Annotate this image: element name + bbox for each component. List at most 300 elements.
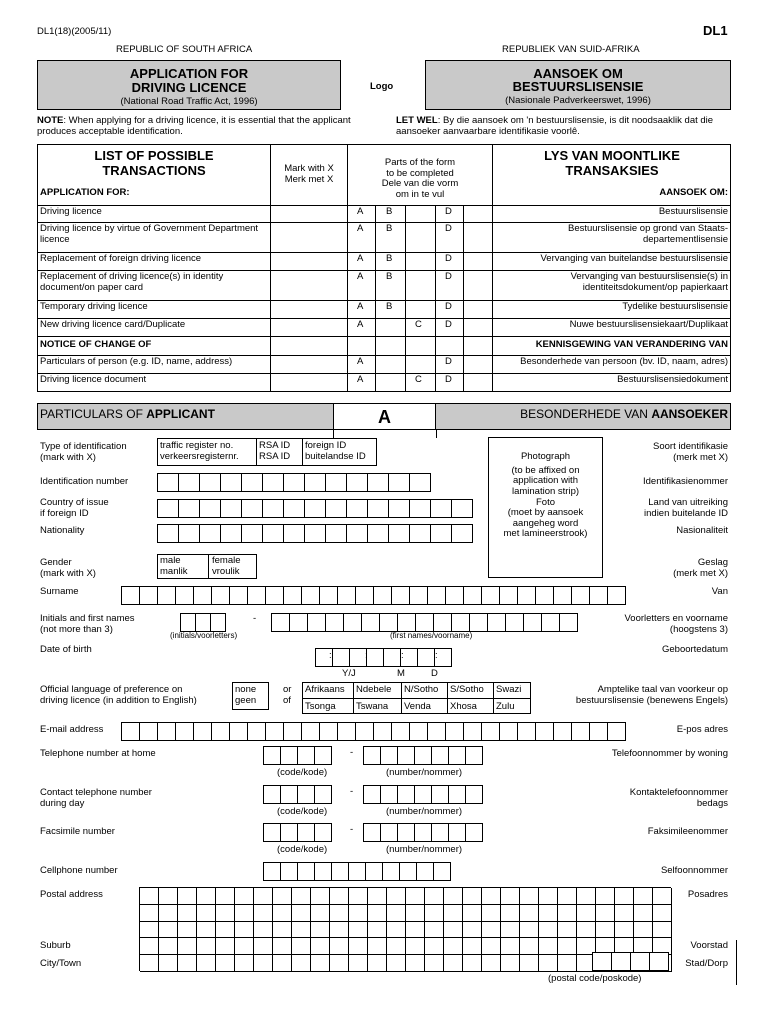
char-box[interactable] [387,922,406,939]
id-option-rsa-id[interactable]: RSA ID RSA ID [259,440,291,462]
char-box[interactable] [481,722,500,741]
gender-female[interactable]: female vroulik [212,555,241,577]
char-box[interactable] [319,586,338,605]
char-box[interactable] [615,922,634,939]
char-box[interactable] [292,938,311,955]
char-box[interactable] [292,922,311,939]
char-box[interactable] [346,524,368,543]
char-box[interactable] [262,473,284,492]
char-box[interactable] [463,905,482,922]
char-box[interactable] [463,922,482,939]
char-box[interactable] [463,722,482,741]
char-box[interactable] [368,888,387,905]
char-box[interactable] [615,905,634,922]
char-box[interactable] [292,905,311,922]
char-box[interactable] [343,613,362,632]
char-box[interactable] [431,746,449,765]
char-box[interactable] [577,905,596,922]
char-box[interactable] [159,938,178,955]
char-box[interactable] [409,524,431,543]
char-box[interactable] [175,586,194,605]
char-box[interactable] [535,586,554,605]
char-box[interactable] [523,613,542,632]
char-box[interactable] [387,955,406,972]
char-box[interactable] [241,473,263,492]
mark-with-x-cell[interactable] [272,206,346,222]
char-box[interactable] [283,722,302,741]
char-box[interactable] [448,746,466,765]
char-box[interactable] [331,862,349,881]
char-box[interactable] [220,499,242,518]
char-box[interactable] [235,905,254,922]
char-box[interactable] [409,586,428,605]
char-box[interactable] [235,922,254,939]
language-option[interactable]: Venda [404,701,431,712]
char-box[interactable] [425,905,444,922]
char-box[interactable] [140,955,159,972]
char-box[interactable] [463,955,482,972]
char-box[interactable] [216,955,235,972]
char-box[interactable] [463,938,482,955]
char-box[interactable] [387,905,406,922]
char-box[interactable] [444,955,463,972]
char-box[interactable] [427,722,446,741]
char-box[interactable] [444,938,463,955]
nationality-input[interactable] [157,524,472,543]
char-box[interactable] [330,938,349,955]
tel-day-number-input[interactable] [363,785,482,804]
char-box[interactable] [139,586,158,605]
char-box[interactable] [615,888,634,905]
char-box[interactable] [501,938,520,955]
char-box[interactable] [157,499,179,518]
char-box[interactable] [558,888,577,905]
char-box[interactable] [596,888,615,905]
char-box[interactable] [311,922,330,939]
char-box[interactable] [178,499,200,518]
char-box[interactable] [337,586,356,605]
char-box[interactable] [220,524,242,543]
char-box[interactable] [280,862,298,881]
char-box[interactable] [283,473,305,492]
char-box[interactable] [553,586,572,605]
char-box[interactable] [430,499,452,518]
char-box[interactable] [195,613,211,632]
char-box[interactable] [193,586,212,605]
char-box[interactable] [216,922,235,939]
char-box[interactable] [349,938,368,955]
char-box[interactable] [391,722,410,741]
char-box[interactable] [414,746,432,765]
char-box[interactable] [539,905,558,922]
char-box[interactable] [330,922,349,939]
first-names-input[interactable] [271,613,577,632]
char-box[interactable] [314,823,332,842]
char-box[interactable] [139,722,158,741]
language-option[interactable]: Afrikaans [305,684,345,695]
char-box[interactable] [178,922,197,939]
char-box[interactable] [199,499,221,518]
char-box[interactable] [330,905,349,922]
char-box[interactable] [469,613,488,632]
char-box[interactable] [465,746,483,765]
char-box[interactable] [265,586,284,605]
char-box[interactable] [366,648,384,667]
char-box[interactable] [388,473,410,492]
char-box[interactable] [425,888,444,905]
char-box[interactable] [501,955,520,972]
gender-male[interactable]: male manlik [160,555,188,577]
char-box[interactable] [391,586,410,605]
char-box[interactable] [482,905,501,922]
char-box[interactable] [197,955,216,972]
cellphone-input[interactable] [263,862,450,881]
language-option[interactable]: Zulu [496,701,515,712]
tel-home-number-input[interactable] [363,746,482,765]
char-box[interactable] [254,922,273,939]
char-box[interactable] [382,862,400,881]
char-box[interactable] [157,722,176,741]
char-box[interactable] [444,888,463,905]
char-box[interactable] [263,785,281,804]
char-box[interactable] [314,746,332,765]
char-box[interactable] [397,613,416,632]
char-box[interactable] [140,888,159,905]
char-box[interactable] [559,613,578,632]
char-box[interactable] [465,785,483,804]
char-box[interactable] [247,586,266,605]
char-box[interactable] [346,499,368,518]
char-box[interactable] [178,955,197,972]
char-box[interactable] [520,922,539,939]
char-box[interactable] [254,888,273,905]
char-box[interactable] [355,722,374,741]
char-box[interactable] [363,823,381,842]
char-box[interactable] [501,922,520,939]
mark-with-x-cell[interactable] [272,301,346,317]
mark-with-x-cell[interactable] [272,223,346,239]
char-box[interactable] [520,938,539,955]
char-box[interactable] [140,922,159,939]
char-box[interactable] [325,613,344,632]
char-box[interactable] [297,823,315,842]
char-box[interactable] [539,888,558,905]
char-box[interactable] [388,524,410,543]
char-box[interactable] [235,955,254,972]
char-box[interactable] [140,938,159,955]
char-box[interactable] [367,473,389,492]
char-box[interactable] [157,586,176,605]
fax-code-input[interactable] [263,823,331,842]
language-none[interactable]: none geen [232,682,269,710]
char-box[interactable] [505,613,524,632]
char-box[interactable] [409,499,431,518]
char-box[interactable] [314,862,332,881]
char-box[interactable] [197,905,216,922]
char-box[interactable] [175,722,194,741]
char-box[interactable] [448,823,466,842]
mark-with-x-cell[interactable] [272,271,346,287]
language-option[interactable]: Tswana [356,701,389,712]
char-box[interactable] [463,888,482,905]
char-box[interactable] [254,955,273,972]
char-box[interactable] [380,823,398,842]
char-box[interactable] [431,823,449,842]
char-box[interactable] [373,586,392,605]
mark-with-x-cell[interactable] [272,374,346,390]
mark-with-x-cell[interactable] [272,319,346,335]
char-box[interactable] [387,938,406,955]
char-box[interactable] [348,862,366,881]
char-box[interactable] [451,499,473,518]
char-box[interactable] [539,922,558,939]
char-box[interactable] [427,586,446,605]
char-box[interactable] [607,722,626,741]
char-box[interactable] [368,938,387,955]
char-box[interactable] [178,905,197,922]
char-box[interactable] [520,955,539,972]
char-box[interactable] [235,938,254,955]
char-box[interactable] [301,722,320,741]
char-box[interactable] [653,922,672,939]
char-box[interactable] [349,955,368,972]
char-box[interactable] [451,524,473,543]
char-box[interactable] [216,888,235,905]
char-box[interactable] [499,586,518,605]
char-box[interactable] [433,862,451,881]
char-box[interactable] [571,586,590,605]
char-box[interactable] [301,586,320,605]
fax-number-input[interactable] [363,823,482,842]
char-box[interactable] [332,648,350,667]
char-box[interactable] [283,586,302,605]
char-box[interactable] [499,722,518,741]
char-box[interactable] [363,785,381,804]
char-box[interactable] [346,473,368,492]
mark-with-x-cell[interactable] [272,356,346,372]
char-box[interactable] [216,905,235,922]
char-box[interactable] [280,785,298,804]
char-box[interactable] [289,613,308,632]
char-box[interactable] [653,888,672,905]
char-box[interactable] [431,785,449,804]
char-box[interactable] [558,905,577,922]
char-box[interactable] [607,586,626,605]
char-box[interactable] [330,888,349,905]
char-box[interactable] [307,613,326,632]
char-box[interactable] [263,862,281,881]
char-box[interactable] [273,955,292,972]
char-box[interactable] [265,722,284,741]
char-box[interactable] [463,586,482,605]
char-box[interactable] [634,905,653,922]
char-box[interactable] [178,524,200,543]
char-box[interactable] [349,922,368,939]
language-option[interactable]: N/Sotho [404,684,439,695]
char-box[interactable] [330,955,349,972]
char-box[interactable] [211,722,230,741]
char-box[interactable] [399,862,417,881]
char-box[interactable] [297,746,315,765]
char-box[interactable] [444,922,463,939]
char-box[interactable] [501,888,520,905]
char-box[interactable] [140,905,159,922]
char-box[interactable] [414,785,432,804]
char-box[interactable] [254,905,273,922]
language-option[interactable]: S/Sotho [450,684,484,695]
language-option[interactable]: Ndebele [356,684,392,695]
char-box[interactable] [430,524,452,543]
dob-input[interactable] [315,648,451,667]
char-box[interactable] [577,922,596,939]
char-box[interactable] [539,955,558,972]
char-box[interactable] [197,888,216,905]
char-box[interactable] [304,499,326,518]
char-box[interactable] [273,888,292,905]
char-box[interactable] [337,722,356,741]
char-box[interactable] [241,524,263,543]
char-box[interactable] [482,888,501,905]
char-box[interactable] [406,922,425,939]
char-box[interactable] [273,905,292,922]
char-box[interactable] [280,746,298,765]
char-box[interactable] [199,524,221,543]
char-box[interactable] [157,524,179,543]
char-box[interactable] [262,524,284,543]
char-box[interactable] [596,905,615,922]
char-box[interactable] [311,938,330,955]
char-box[interactable] [589,722,608,741]
char-box[interactable] [273,938,292,955]
char-box[interactable] [406,938,425,955]
char-box[interactable] [311,888,330,905]
char-box[interactable] [611,952,631,971]
char-box[interactable] [397,746,415,765]
char-box[interactable] [425,955,444,972]
char-box[interactable] [482,922,501,939]
id-option-traffic-register[interactable]: traffic register no. verkeersregisternr. [160,440,239,462]
char-box[interactable] [379,613,398,632]
char-box[interactable] [388,499,410,518]
char-box[interactable] [363,746,381,765]
char-box[interactable] [159,922,178,939]
char-box[interactable] [417,648,435,667]
char-box[interactable] [368,905,387,922]
tel-home-code-input[interactable] [263,746,331,765]
char-box[interactable] [159,955,178,972]
char-box[interactable] [482,938,501,955]
char-box[interactable] [178,473,200,492]
char-box[interactable] [630,952,650,971]
char-box[interactable] [216,938,235,955]
char-box[interactable] [517,586,536,605]
char-box[interactable] [365,862,383,881]
char-box[interactable] [211,586,230,605]
char-box[interactable] [649,952,669,971]
char-box[interactable] [368,922,387,939]
char-box[interactable] [409,473,431,492]
char-box[interactable] [121,586,140,605]
char-box[interactable] [325,473,347,492]
char-box[interactable] [397,823,415,842]
char-box[interactable] [487,613,506,632]
char-box[interactable] [517,722,536,741]
char-box[interactable] [311,905,330,922]
char-box[interactable] [349,905,368,922]
char-box[interactable] [433,613,452,632]
char-box[interactable] [634,888,653,905]
char-box[interactable] [304,473,326,492]
char-box[interactable] [159,888,178,905]
char-box[interactable] [425,938,444,955]
char-box[interactable] [297,862,315,881]
char-box[interactable] [229,586,248,605]
char-box[interactable] [325,524,347,543]
char-box[interactable] [304,524,326,543]
char-box[interactable] [553,722,572,741]
mark-with-x-cell[interactable] [272,253,346,269]
char-box[interactable] [406,888,425,905]
char-box[interactable] [482,955,501,972]
char-box[interactable] [159,905,178,922]
char-box[interactable] [121,722,140,741]
char-box[interactable] [349,888,368,905]
char-box[interactable] [355,586,374,605]
char-box[interactable] [197,938,216,955]
char-box[interactable] [445,722,464,741]
char-box[interactable] [383,648,401,667]
id-option-foreign-id[interactable]: foreign ID buitelandse ID [305,440,366,462]
char-box[interactable] [367,499,389,518]
char-box[interactable] [283,524,305,543]
id-number-input[interactable] [157,473,430,492]
char-box[interactable] [414,823,432,842]
char-box[interactable] [314,785,332,804]
char-box[interactable] [558,922,577,939]
char-box[interactable] [297,785,315,804]
char-box[interactable] [634,922,653,939]
char-box[interactable] [380,746,398,765]
char-box[interactable] [409,722,428,741]
char-box[interactable] [451,613,470,632]
char-box[interactable] [653,905,672,922]
char-box[interactable] [465,823,483,842]
char-box[interactable] [210,613,226,632]
char-box[interactable] [199,473,221,492]
char-box[interactable] [262,499,284,518]
char-box[interactable] [448,785,466,804]
char-box[interactable] [406,905,425,922]
char-box[interactable] [271,613,290,632]
char-box[interactable] [361,613,380,632]
char-box[interactable] [387,888,406,905]
char-box[interactable] [220,473,242,492]
char-box[interactable] [247,722,266,741]
char-box[interactable] [263,746,281,765]
char-box[interactable] [178,888,197,905]
char-box[interactable] [589,586,608,605]
char-box[interactable] [178,938,197,955]
char-box[interactable] [241,499,263,518]
postal-code-input[interactable] [592,952,668,971]
char-box[interactable] [280,823,298,842]
char-box[interactable] [415,613,434,632]
char-box[interactable] [292,955,311,972]
char-box[interactable] [444,905,463,922]
char-box[interactable] [520,888,539,905]
char-box[interactable] [254,938,273,955]
initials-input[interactable] [180,613,225,632]
